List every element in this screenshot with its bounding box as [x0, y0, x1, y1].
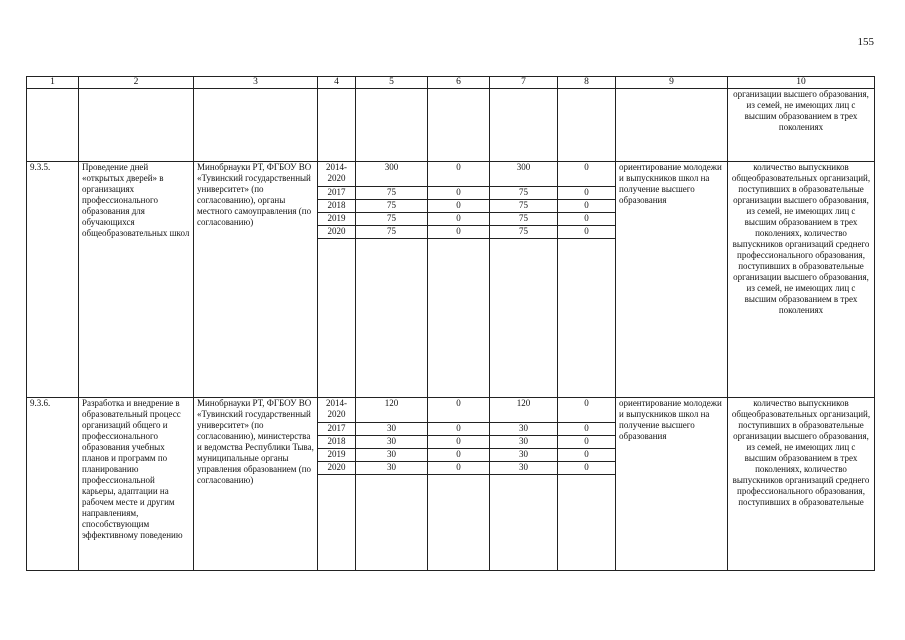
value: 30 — [356, 423, 427, 436]
page-number: 155 — [857, 36, 874, 48]
value: 75 — [356, 213, 427, 226]
value: 75 — [490, 226, 557, 239]
col6-cell — [428, 398, 490, 571]
value: 0 — [558, 226, 615, 239]
year: 2020 — [318, 226, 355, 239]
value: 75 — [490, 213, 557, 226]
col8-cell — [558, 398, 616, 571]
value: 0 — [558, 200, 615, 213]
table-row — [27, 162, 875, 398]
event-cell: Разработка и внедрение в образовательный процесс организаций общего и профессионального образования учебных планов и программ по планированию профессиональной карьеры, адаптации на рабочем месте и другим направлениям, способствующим эффективному поведению — [79, 398, 194, 571]
col5-cell — [356, 398, 428, 571]
value: 300 — [490, 162, 557, 187]
value: 0 — [558, 187, 615, 200]
header-cell: 9 — [616, 77, 728, 89]
year: 2018 — [318, 436, 355, 449]
years-cell — [318, 162, 356, 398]
table-row — [27, 398, 875, 571]
col6-cell — [428, 162, 490, 398]
result-cell: ориентирование молодежи и выпускников школ на получение высшего образования — [616, 398, 728, 571]
executors-cell: Минобрнауки РТ, ФГБОУ ВО «Тувинский государственный университет» (по согласованию), органы местного самоуправления (по согласованию) — [194, 162, 318, 398]
value: 0 — [428, 436, 489, 449]
year: 2019 — [318, 213, 355, 226]
year: 2020 — [318, 462, 355, 475]
value: 0 — [558, 462, 615, 475]
col5-cell — [356, 162, 428, 398]
header-cell: 10 — [728, 77, 875, 89]
year: 2018 — [318, 200, 355, 213]
value: 30 — [490, 462, 557, 475]
indicator-cell: количество выпускников общеобразовательных организаций, поступивших в образовательные организации высшего образования, из семей, не имеющих лиц с высшим образованием в трех поколениях, количество выпускников организаций среднего профессионального образования, поступивших в образовательные организации высшего образования, из семей, не имеющих лиц с высшим образованием в трех поколениях — [728, 162, 875, 398]
value: 0 — [558, 398, 615, 423]
year: 2014-2020 — [318, 162, 355, 187]
value: 0 — [428, 162, 489, 187]
value: 0 — [558, 436, 615, 449]
header-cell: 3 — [194, 77, 318, 89]
value: 0 — [558, 423, 615, 436]
header-cell: 1 — [27, 77, 79, 89]
row-number: 9.3.6. — [27, 398, 79, 571]
result-cell: ориентирование молодежи и выпускников школ на получение высшего образования — [616, 162, 728, 398]
col8-cell — [558, 162, 616, 398]
value: 30 — [490, 436, 557, 449]
header-cell: 2 — [79, 77, 194, 89]
value: 0 — [558, 449, 615, 462]
value: 0 — [428, 187, 489, 200]
years-cell — [318, 398, 356, 571]
value: 75 — [490, 187, 557, 200]
value: 30 — [356, 449, 427, 462]
value: 75 — [490, 200, 557, 213]
value: 75 — [356, 187, 427, 200]
value: 0 — [428, 226, 489, 239]
value: 0 — [428, 449, 489, 462]
continuation-row — [27, 89, 875, 162]
year: 2014-2020 — [318, 398, 355, 423]
header-cell: 6 — [428, 77, 490, 89]
value: 120 — [490, 398, 557, 423]
col7-cell — [490, 162, 558, 398]
value: 75 — [356, 200, 427, 213]
plan-table — [26, 76, 875, 571]
header-cell: 7 — [490, 77, 558, 89]
header-cell: 8 — [558, 77, 616, 89]
value: 0 — [558, 213, 615, 226]
header-row — [27, 77, 875, 89]
indicator-cell: количество выпускников общеобразовательных организаций, поступивших в образовательные организации высшего образования, из семей, не имеющих лиц с высшим образованием в трех поколениях, количество выпускников организаций среднего профессионального образования, поступивших в образовательные — [728, 398, 875, 571]
header-cell: 5 — [356, 77, 428, 89]
value: 0 — [428, 423, 489, 436]
value: 30 — [490, 449, 557, 462]
value: 0 — [428, 398, 489, 423]
value: 120 — [356, 398, 427, 423]
col7-cell — [490, 398, 558, 571]
header-cell: 4 — [318, 77, 356, 89]
value: 0 — [558, 162, 615, 187]
row-number: 9.3.5. — [27, 162, 79, 398]
indicator-cell: организации высшего образования, из семей, не имеющих лиц с высшим образованием в трех поколениях — [728, 89, 875, 162]
value: 0 — [428, 462, 489, 475]
value: 30 — [356, 436, 427, 449]
value: 30 — [490, 423, 557, 436]
year: 2019 — [318, 449, 355, 462]
year: 2017 — [318, 423, 355, 436]
value: 30 — [356, 462, 427, 475]
executors-cell: Минобрнауки РТ, ФГБОУ ВО «Тувинский государственный университет» (по согласованию), министерства и ведомства Республики Тыва, муниципальные органы управления образованием (по согласованию) — [194, 398, 318, 571]
event-cell: Проведение дней «открытых дверей» в организациях профессионального образования для обучающихся общеобразовательных школ — [79, 162, 194, 398]
value: 0 — [428, 200, 489, 213]
value: 300 — [356, 162, 427, 187]
value: 75 — [356, 226, 427, 239]
year: 2017 — [318, 187, 355, 200]
value: 0 — [428, 213, 489, 226]
